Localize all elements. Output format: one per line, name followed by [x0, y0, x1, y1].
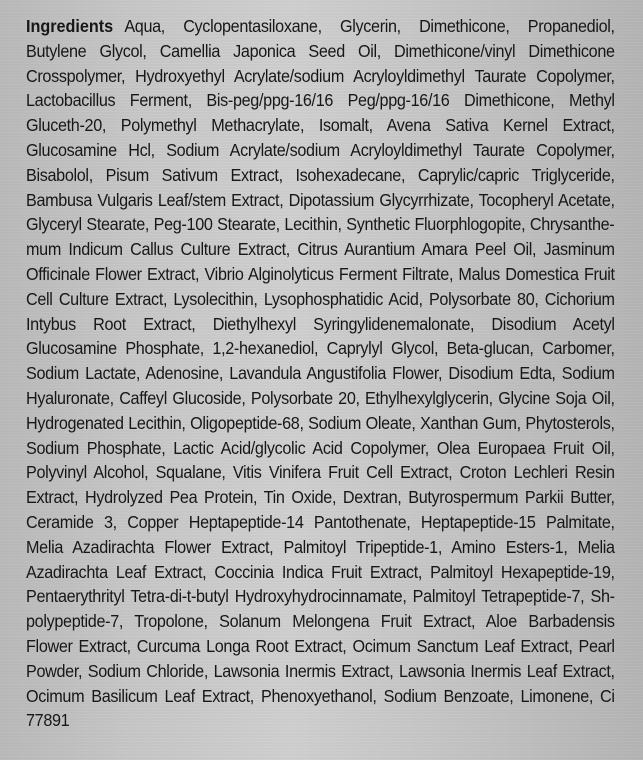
- ingredients-heading: Ingredients: [26, 16, 114, 36]
- ingredients-paragraph: [26, 14, 615, 733]
- ingredients-list: Aqua, Cyclopentasiloxane, Glycerin, Dimethicone, Propanediol, Butylene Glycol, Camellia Japonica Seed Oil, Dimethicone/vinyl Dimethicone Crosspolymer, Hydroxyethyl Acrylate/sodium Acryloyldimethyl Taurate Copolymer, Lactobacillus Ferment, Bis-peg/ppg-16/16 Peg/ppg-16/16 Dimethicone, Methyl Gluceth-20, Polymethyl Methacrylate, Isomalt, Avena Sativa Kernel Extract, Glucosamine Hcl, Sodium Acrylate/sodium Acryloyldimethyl Taurate Copolymer, Bisabolol, Pisum Sativum Extract, Isohexadecane, Caprylic/capric Triglyceride, Bambusa Vulgaris Leaf/stem Extract, Dipotassium Glycyrrhizate, Tocopheryl Acetate, Glyceryl Stearate, Peg-100 Stearate, Lecithin, Synthetic Fluorphlogopite, Chrysanthemum Indicum Callus Culture Extract, Citrus Aurantium Amara Peel Oil, Jasminum Officinale Flower Extract, Vibrio Alginolyticus Ferment Filtrate, Malus Domestica Fruit Cell Culture Extract, Lysolecithin, Lysophosphatidic Acid, Polysorbate 80, Cichorium Intybus Root Extract, Diethylhexyl Syringylidenemalonate, Disodium Acetyl Glucosamine Phosphate, 1,2-hexanediol, Caprylyl Glycol, Beta-glucan, Carbomer, Sodium Lactate, Adenosine, Lavandula Angustifolia Flower, Disodium Edta, Sodium Hyaluronate, Caffeyl Glucoside, Polysorbate 20, Ethylhexylglycerin, Glycine Soja Oil, Hydrogenated Lecithin, Oligopeptide-68, Sodium Oleate, Xanthan Gum, Phytosterols, Sodium Phosphate, Lactic Acid/glycolic Acid Copolymer, Olea Europaea Fruit Oil, Polyvinyl Alcohol, Squalane, Vitis Vinifera Fruit Cell Extract, Croton Lechleri Resin Extract, Hydrolyzed Pea Protein, Tin Oxide, Dextran, Butyrospermum Parkii Butter, Ceramide 3, Copper Heptapeptide-14 Pantothenate, Heptapeptide-15 Palmitate, Melia Azadirachta Flower Extract, Palmitoyl Tripeptide-1, Amino Esters-1, Melia Azadirachta Leaf Extract, Coccinia Indica Fruit Extract, Palmitoyl Hexapeptide-19, Pentaerythrityl Tetra-di-t-butyl Hydroxyhydrocinnamate, Palmitoyl Tetrapeptide-7, Sh-polypeptide-7, Tropolone, Solanum Melongena Fruit Extract, Aloe Barbadensis Flower Extract, Curcuma Longa Root Extract, Ocimum Sanctum Leaf Extract, Pearl Powder, Sodium Chloride, Lawsonia Inermis Extract, Lawsonia Inermis Leaf Extract, Ocimum Basilicum Leaf Extract, Phenoxyethanol, Sodium Benzoate, Limonene, Ci 77891: [26, 16, 615, 731]
